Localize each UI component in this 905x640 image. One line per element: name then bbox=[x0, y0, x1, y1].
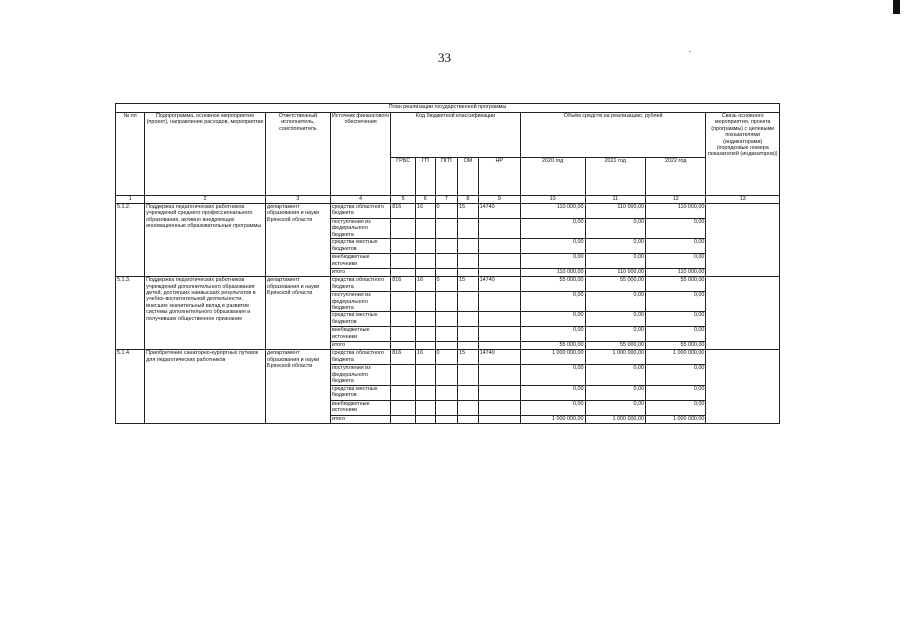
program-plan-table bbox=[115, 103, 780, 424]
value-2020-cell: 0,00 bbox=[520, 219, 585, 239]
value-2022-cell: 0,00 bbox=[645, 400, 705, 415]
section-name: Приобретение санаторно-курортных путевок для педагогических работников bbox=[145, 350, 266, 423]
value-2020-cell: 0,00 bbox=[520, 254, 585, 269]
header-gp: ГП bbox=[416, 158, 435, 196]
pgp-cell bbox=[435, 292, 458, 312]
grbs-cell: 816 bbox=[391, 350, 416, 365]
gp-cell: 16 bbox=[416, 204, 435, 219]
source-cell: средства областного бюджета bbox=[330, 350, 390, 365]
header-responsible: Ответственный исполнитель, соисполнитель bbox=[266, 113, 331, 196]
value-2020-cell: 0,00 bbox=[520, 385, 585, 400]
value-2021-cell: 0,00 bbox=[585, 327, 645, 342]
grbs-cell bbox=[391, 365, 416, 385]
source-cell: средства местных бюджетов bbox=[330, 385, 390, 400]
source-cell: итого bbox=[330, 269, 390, 277]
section-number: 5.1.2. bbox=[116, 204, 145, 277]
gp-cell bbox=[416, 292, 435, 312]
grbs-cell bbox=[391, 327, 416, 342]
value-2022-cell: 0,00 bbox=[645, 365, 705, 385]
value-2022-cell: 0,00 bbox=[645, 327, 705, 342]
pgp-cell: 0 bbox=[435, 350, 458, 365]
nr-cell bbox=[478, 312, 520, 327]
column-number: 1 bbox=[116, 196, 145, 204]
om-cell: 15 bbox=[458, 204, 479, 219]
header-source: Источник финансового обеспечения bbox=[330, 113, 390, 196]
value-2022-cell: 110 000,00 bbox=[645, 269, 705, 277]
nr-cell: 14740 bbox=[478, 350, 520, 365]
nr-cell bbox=[478, 342, 520, 350]
column-number: 13 bbox=[706, 196, 780, 204]
source-cell: внебюджетные источники bbox=[330, 254, 390, 269]
link-cell bbox=[706, 350, 780, 423]
om-cell bbox=[458, 292, 479, 312]
value-2020-cell: 0,00 bbox=[520, 400, 585, 415]
gp-cell: 16 bbox=[416, 277, 435, 292]
column-number: 6 bbox=[416, 196, 435, 204]
nr-cell: 14740 bbox=[478, 204, 520, 219]
scan-dot bbox=[689, 51, 691, 52]
value-2022-cell: 0,00 bbox=[645, 385, 705, 400]
gp-cell bbox=[416, 269, 435, 277]
gp-cell bbox=[416, 254, 435, 269]
section-responsible: департамент образования и науки Брянской области bbox=[266, 277, 331, 350]
value-2022-cell: 0,00 bbox=[645, 219, 705, 239]
grbs-cell bbox=[391, 219, 416, 239]
header-grbs: ГРБС bbox=[391, 158, 416, 196]
pgp-cell: 0 bbox=[435, 204, 458, 219]
value-2022-cell: 55 000,00 bbox=[645, 277, 705, 292]
gp-cell bbox=[416, 415, 435, 423]
source-cell: поступления из федерального бюджета bbox=[330, 365, 390, 385]
header-num: № пп bbox=[116, 113, 145, 196]
gp-cell bbox=[416, 327, 435, 342]
page-number: 33 bbox=[438, 50, 451, 65]
value-2021-cell: 1 000 000,00 bbox=[585, 350, 645, 365]
gp-cell bbox=[416, 365, 435, 385]
pgp-cell bbox=[435, 385, 458, 400]
grbs-cell bbox=[391, 254, 416, 269]
nr-cell: 14740 bbox=[478, 277, 520, 292]
grbs-cell bbox=[391, 385, 416, 400]
column-number: 11 bbox=[585, 196, 645, 204]
column-number: 7 bbox=[435, 196, 458, 204]
value-2021-cell: 0,00 bbox=[585, 312, 645, 327]
header-2020: 2020 год bbox=[520, 158, 585, 196]
nr-cell bbox=[478, 292, 520, 312]
section-name: Поддержка педагогических работников учреждений дополнительного образования детей, достигших наивысших результатов в учебно-воспитательной деятельности, внесших значительный вклад в развитие системы дополнительного образования и получивших общественное признание bbox=[145, 277, 266, 350]
grbs-cell bbox=[391, 415, 416, 423]
source-cell: поступления из федерального бюджета bbox=[330, 292, 390, 312]
header-2022: 2022 год bbox=[645, 158, 705, 196]
column-number: 8 bbox=[458, 196, 479, 204]
table-row bbox=[116, 277, 780, 292]
pgp-cell bbox=[435, 269, 458, 277]
value-2021-cell: 0,00 bbox=[585, 292, 645, 312]
table-row bbox=[116, 204, 780, 219]
value-2020-cell: 1 000 000,00 bbox=[520, 350, 585, 365]
header-nr: НР bbox=[478, 158, 520, 196]
om-cell bbox=[458, 239, 479, 254]
header-2021: 2021 год bbox=[585, 158, 645, 196]
column-numbers-row bbox=[116, 196, 780, 204]
pgp-cell bbox=[435, 219, 458, 239]
gp-cell bbox=[416, 400, 435, 415]
column-number: 3 bbox=[266, 196, 331, 204]
om-cell bbox=[458, 342, 479, 350]
pgp-cell bbox=[435, 312, 458, 327]
om-cell bbox=[458, 365, 479, 385]
value-2021-cell: 55 000,00 bbox=[585, 342, 645, 350]
source-cell: поступления из федерального бюджета bbox=[330, 219, 390, 239]
gp-cell bbox=[416, 385, 435, 400]
gp-cell bbox=[416, 239, 435, 254]
nr-cell bbox=[478, 385, 520, 400]
om-cell bbox=[458, 385, 479, 400]
source-cell: средства местных бюджетов bbox=[330, 312, 390, 327]
om-cell bbox=[458, 312, 479, 327]
source-cell: внебюджетные источники bbox=[330, 400, 390, 415]
source-cell: итого bbox=[330, 415, 390, 423]
gp-cell bbox=[416, 219, 435, 239]
om-cell bbox=[458, 269, 479, 277]
source-cell: итого bbox=[330, 342, 390, 350]
nr-cell bbox=[478, 239, 520, 254]
value-2020-cell: 0,00 bbox=[520, 292, 585, 312]
pgp-cell bbox=[435, 400, 458, 415]
header-row-1 bbox=[116, 113, 780, 158]
om-cell bbox=[458, 254, 479, 269]
gp-cell bbox=[416, 312, 435, 327]
om-cell bbox=[458, 415, 479, 423]
table-row bbox=[116, 350, 780, 365]
scan-edge-mark bbox=[893, 0, 900, 14]
value-2022-cell: 110 000,00 bbox=[645, 204, 705, 219]
value-2021-cell: 0,00 bbox=[585, 365, 645, 385]
value-2022-cell: 0,00 bbox=[645, 254, 705, 269]
om-cell bbox=[458, 219, 479, 239]
section-responsible: департамент образования и науки Брянской области bbox=[266, 204, 331, 277]
header-volume: Объём средств на реализацию, рублей bbox=[520, 113, 706, 158]
value-2022-cell: 1 000 000,00 bbox=[645, 350, 705, 365]
value-2021-cell: 0,00 bbox=[585, 400, 645, 415]
nr-cell bbox=[478, 415, 520, 423]
value-2022-cell: 0,00 bbox=[645, 292, 705, 312]
section-number: 5.1.3. bbox=[116, 277, 145, 350]
column-number: 9 bbox=[478, 196, 520, 204]
value-2022-cell: 1 000 000,00 bbox=[645, 415, 705, 423]
pgp-cell bbox=[435, 254, 458, 269]
om-cell: 15 bbox=[458, 350, 479, 365]
nr-cell bbox=[478, 269, 520, 277]
om-cell: 15 bbox=[458, 277, 479, 292]
link-cell bbox=[706, 277, 780, 350]
grbs-cell bbox=[391, 269, 416, 277]
grbs-cell bbox=[391, 400, 416, 415]
value-2020-cell: 0,00 bbox=[520, 312, 585, 327]
value-2022-cell: 55 000,00 bbox=[645, 342, 705, 350]
column-number: 10 bbox=[520, 196, 585, 204]
value-2020-cell: 0,00 bbox=[520, 365, 585, 385]
header-budget-code: Код бюджетной классификации bbox=[391, 113, 521, 158]
nr-cell bbox=[478, 365, 520, 385]
grbs-cell bbox=[391, 239, 416, 254]
section-number: 5.1.4. bbox=[116, 350, 145, 423]
pgp-cell bbox=[435, 415, 458, 423]
header-om: ОМ bbox=[458, 158, 479, 196]
value-2020-cell: 110 000,00 bbox=[520, 269, 585, 277]
value-2021-cell: 55 000,00 bbox=[585, 277, 645, 292]
grbs-cell bbox=[391, 292, 416, 312]
nr-cell bbox=[478, 327, 520, 342]
grbs-cell: 816 bbox=[391, 277, 416, 292]
grbs-cell: 816 bbox=[391, 204, 416, 219]
source-cell: средства областного бюджета bbox=[330, 277, 390, 292]
nr-cell bbox=[478, 400, 520, 415]
column-number: 12 bbox=[645, 196, 705, 204]
gp-cell bbox=[416, 342, 435, 350]
section-name: Поддержка педагогических работников учреждений среднего профессионального образования, активно внедряющих инновационные образовательные программы bbox=[145, 204, 266, 277]
value-2022-cell: 0,00 bbox=[645, 239, 705, 254]
om-cell bbox=[458, 400, 479, 415]
header-pgp: ПГП bbox=[435, 158, 458, 196]
value-2021-cell: 0,00 bbox=[585, 239, 645, 254]
grbs-cell bbox=[391, 312, 416, 327]
pgp-cell bbox=[435, 239, 458, 254]
value-2021-cell: 110 000,00 bbox=[585, 204, 645, 219]
value-2022-cell: 0,00 bbox=[645, 312, 705, 327]
pgp-cell: 0 bbox=[435, 277, 458, 292]
pgp-cell bbox=[435, 342, 458, 350]
grbs-cell bbox=[391, 342, 416, 350]
value-2020-cell: 55 000,00 bbox=[520, 277, 585, 292]
table-title: План реализации государственной программы bbox=[116, 104, 780, 113]
om-cell bbox=[458, 327, 479, 342]
table-title-row bbox=[116, 104, 780, 113]
source-cell: средства местных бюджетов bbox=[330, 239, 390, 254]
link-cell bbox=[706, 204, 780, 277]
value-2020-cell: 110 000,00 bbox=[520, 204, 585, 219]
column-number: 2 bbox=[145, 196, 266, 204]
section-responsible: департамент образования и науки Брянской области bbox=[266, 350, 331, 423]
value-2020-cell: 1 000 000,00 bbox=[520, 415, 585, 423]
nr-cell bbox=[478, 254, 520, 269]
value-2020-cell: 0,00 bbox=[520, 239, 585, 254]
column-number: 4 bbox=[330, 196, 390, 204]
value-2021-cell: 0,00 bbox=[585, 219, 645, 239]
nr-cell bbox=[478, 219, 520, 239]
value-2021-cell: 0,00 bbox=[585, 254, 645, 269]
source-cell: внебюджетные источники bbox=[330, 327, 390, 342]
value-2021-cell: 110 000,00 bbox=[585, 269, 645, 277]
value-2020-cell: 0,00 bbox=[520, 327, 585, 342]
header-program: Подпрограмма, основное мероприятие (проект), направление расходов, мероприятие bbox=[145, 113, 266, 196]
header-link: Связь основного мероприятия, проекта (программы) с целевыми показателями (индикаторами) (порядковые номера показателей (индикаторов)) bbox=[706, 113, 780, 196]
table-body bbox=[116, 104, 780, 424]
pgp-cell bbox=[435, 327, 458, 342]
value-2021-cell: 0,00 bbox=[585, 385, 645, 400]
source-cell: средства областного бюджета bbox=[330, 204, 390, 219]
column-number: 5 bbox=[391, 196, 416, 204]
value-2020-cell: 55 000,00 bbox=[520, 342, 585, 350]
value-2021-cell: 1 000 000,00 bbox=[585, 415, 645, 423]
gp-cell: 16 bbox=[416, 350, 435, 365]
pgp-cell bbox=[435, 365, 458, 385]
